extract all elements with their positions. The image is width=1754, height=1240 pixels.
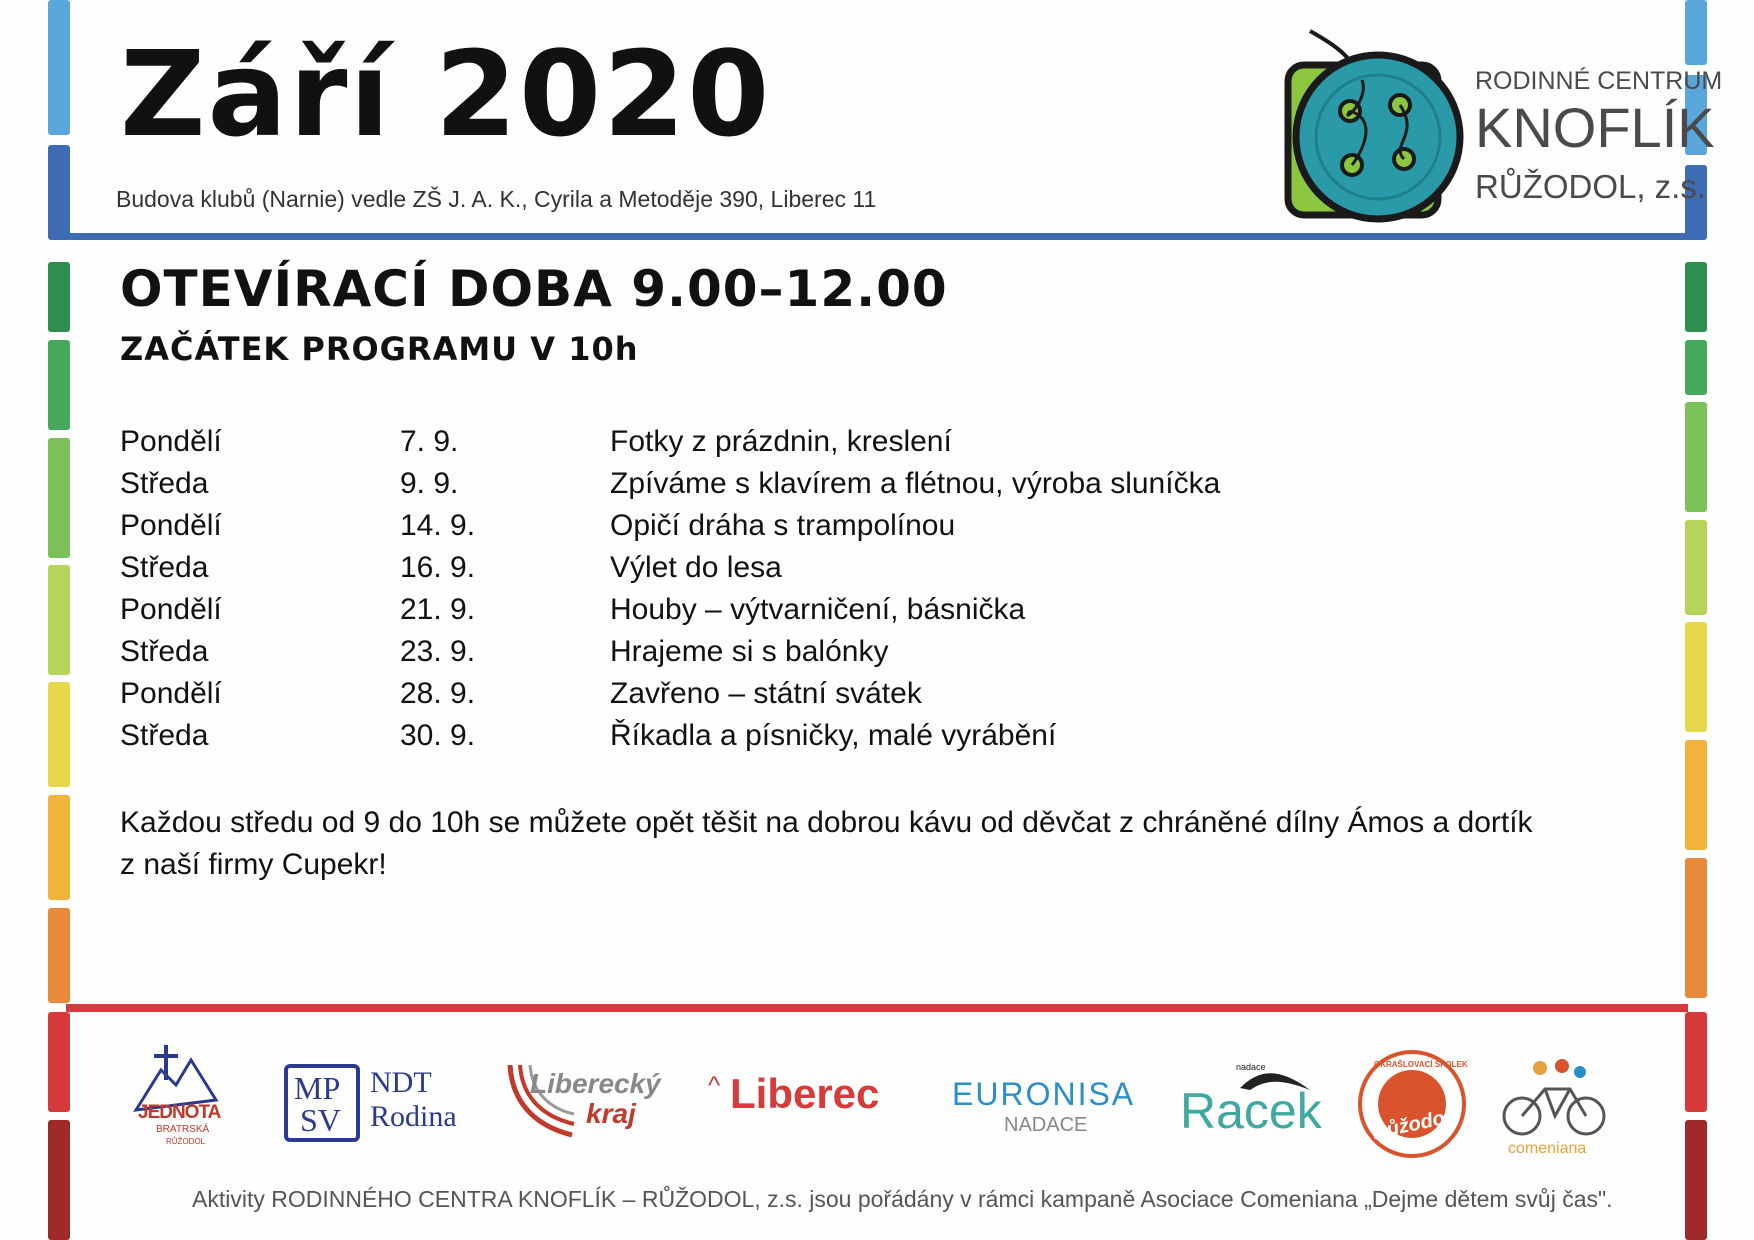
jednota-sub1: BRATRSKÁ — [156, 1124, 210, 1135]
mpsv-box — [284, 1064, 360, 1142]
liberec-logo — [708, 1040, 908, 1170]
ndt-label: NDT — [370, 1066, 432, 1099]
schedule-date: 30. 9. — [400, 719, 476, 752]
ruzodol-spolek-logo — [1356, 1040, 1468, 1170]
schedule-day: Pondělí — [120, 677, 222, 710]
jednota-name: JEDNOTA — [138, 1102, 221, 1123]
sponsor-logos — [0, 1040, 1754, 1170]
racek-logo — [1180, 1040, 1320, 1170]
mpsv-sv: SV — [300, 1102, 341, 1138]
comeniana-logo — [1500, 1040, 1610, 1170]
jednota-sub2: RŮŽODOL — [166, 1137, 206, 1146]
liberec-name: Liberec — [730, 1070, 880, 1117]
coffee-note-line2: z naší firmy Cupekr! — [120, 848, 387, 881]
mpsv-logo — [284, 1040, 464, 1170]
rodina-label: Rodina — [370, 1100, 457, 1133]
euronisa-logo — [952, 1040, 1152, 1170]
racek-name: Racek — [1180, 1083, 1322, 1139]
euronisa-sub: NADACE — [1004, 1114, 1088, 1136]
schedule-date: 16. 9. — [400, 551, 476, 584]
schedule-day: Pondělí — [120, 509, 222, 542]
kraj-line1: Liberecký — [530, 1068, 661, 1099]
schedule-date: 28. 9. — [400, 677, 476, 710]
coffee-note — [120, 802, 1620, 886]
footer-divider — [66, 1004, 1688, 1012]
tandem-bike-icon — [1500, 1054, 1610, 1139]
header-divider — [66, 233, 1688, 240]
program-start: ZAČÁTEK PROGRAMU V 10h — [120, 330, 639, 368]
racek-sub: nadace — [1236, 1062, 1266, 1072]
schedule-activity: Říkadla a písničky, malé vyrábění — [610, 719, 1057, 752]
logo-location: RŮŽODOL, z.s. — [1475, 168, 1707, 205]
schedule-day: Pondělí — [120, 593, 222, 626]
liberec-caret-icon: ^ — [708, 1070, 721, 1100]
schedule-day: Středa — [120, 719, 209, 752]
schedule-activity: Fotky z prázdnin, kreslení — [610, 425, 952, 458]
jednota-logo — [126, 1040, 236, 1170]
month-title: Září 2020 — [120, 25, 772, 163]
mpsv-mp: MP — [294, 1070, 341, 1106]
schedule-date: 23. 9. — [400, 635, 476, 668]
schedule-date: 14. 9. — [400, 509, 476, 542]
schedule-day: Středa — [120, 467, 209, 500]
coffee-note-line1: Každou středu od 9 do 10h se můžete opět těšit na dobrou kávu od děvčat z chráněné dílny Ámos a dortík — [120, 806, 1533, 839]
schedule-date: 21. 9. — [400, 593, 476, 626]
schedule-activity: Zavřeno – státní svátek — [610, 677, 922, 710]
button-icon — [1280, 25, 1470, 225]
schedule-day: Středa — [120, 635, 209, 668]
address: Budova klubů (Narnie) vedle ZŠ J. A. K., Cyrila a Metoděje 390, Liberec 11 — [116, 186, 877, 212]
logo-subtitle: RODINNÉ CENTRUM — [1475, 67, 1723, 95]
schedule-activity: Zpíváme s klavírem a flétnou, výroba sluníčka — [610, 467, 1221, 500]
liberecky-kraj-logo — [502, 1040, 672, 1170]
opening-hours: OTEVÍRACÍ DOBA 9.00–12.00 — [120, 260, 948, 318]
schedule-day: Pondělí — [120, 425, 222, 458]
knoflik-logo — [1280, 25, 1723, 225]
ruzodol-ring-text: OKRAŠLOVACÍ SPOLEK — [1374, 1060, 1468, 1069]
comeniana-name: comeniana — [1508, 1140, 1587, 1157]
ruzodol-name: Růžodol — [1370, 1106, 1453, 1144]
schedule-date: 9. 9. — [400, 467, 459, 500]
footer-note: Aktivity RODINNÉHO CENTRA KNOFLÍK – RŮŽODOL, z.s. jsou pořádány v rámci kampaně Asociace Comeniana „Dejme dětem svůj čas". — [192, 1186, 1613, 1212]
schedule-activity: Výlet do lesa — [610, 551, 782, 584]
schedule-activity: Opičí dráha s trampolínou — [610, 509, 956, 542]
schedule-activity: Houby – výtvarničení, básnička — [610, 593, 1026, 626]
schedule-date: 7. 9. — [400, 425, 459, 458]
schedule-day: Středa — [120, 551, 209, 584]
euronisa-name: EURONISA — [952, 1076, 1136, 1112]
kraj-line2: kraj — [586, 1098, 636, 1129]
logo-name: KNOFLÍK — [1475, 96, 1715, 159]
schedule-activity: Hrajeme si s balónky — [610, 635, 889, 668]
